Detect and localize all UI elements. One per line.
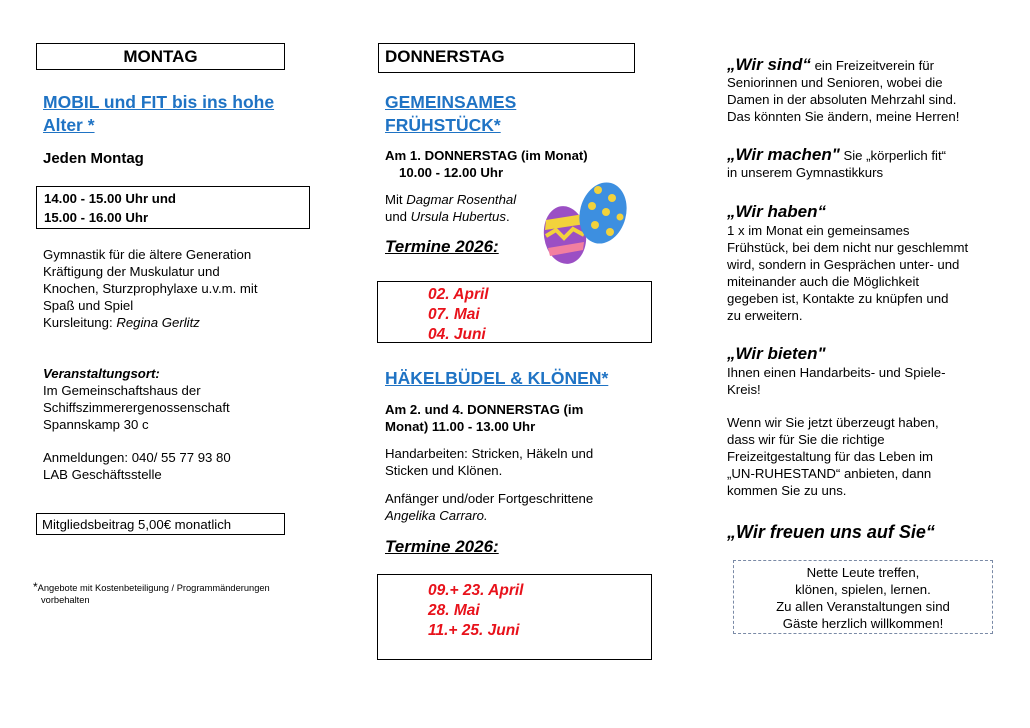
wir-haben-line-6: zu erweitern.: [727, 308, 803, 323]
kursleitung-name: Regina Gerlitz: [116, 315, 200, 330]
wir-sind-first-text: ein Freizeitverein für: [810, 58, 935, 73]
fruehstueck-title[interactable]: [385, 91, 585, 137]
montag-times-box: [36, 186, 310, 229]
convinced-line-3: Freizeitgestaltung für das Leben im: [727, 449, 933, 464]
host-2: Ursula Hubertus: [410, 209, 506, 224]
wir-haben-heading: „Wir haben“: [727, 202, 827, 221]
haekelbuedel-desc-line-1: Handarbeiten: Stricken, Häkeln und: [385, 446, 594, 461]
termine-heading-1: Termine 2026:: [385, 237, 499, 256]
date-2-2: 28. Mai: [428, 602, 480, 619]
venue-label: Veranstaltungsort:: [43, 366, 160, 381]
wir-haben-block: [727, 202, 1017, 324]
footnote-line-1: Angebote mit Kostenbeteiligung / Programmänderungen: [37, 583, 270, 593]
donnerstag-header-box: [378, 43, 635, 73]
haekelbuedel-description: [385, 445, 645, 479]
easter-eggs-illustration: [540, 180, 632, 270]
date-2-3: 11.+ 25. Juni: [428, 622, 520, 639]
convinced-block: [727, 414, 1007, 499]
date-2-1: 09.+ 23. April: [428, 582, 524, 599]
montag-header: MONTAG: [123, 47, 198, 66]
welcome-box: [733, 560, 993, 634]
date-1-3: 04. Juni: [428, 326, 486, 343]
fruehstueck-hosts: [385, 191, 555, 225]
fruehstueck-when: [385, 147, 625, 181]
closing-heading: „Wir freuen uns auf Sie“: [727, 522, 935, 542]
wir-machen-first-line: [727, 146, 1007, 164]
haekelbuedel-when-line-2: Monat) 11.00 - 13.00 Uhr: [385, 419, 536, 434]
convinced-line-2: dass wir für Sie die richtige: [727, 432, 885, 447]
mobil-fit-title-line-2[interactable]: Alter *: [43, 115, 95, 135]
welcome-line-3: Zu allen Veranstaltungen sind: [776, 599, 950, 614]
date-1-2: 07. Mai: [428, 306, 480, 323]
jeden-montag: Jeden Montag: [43, 150, 144, 167]
montag-time-1: 14.00 - 15.00 Uhr und: [44, 191, 176, 206]
footnote-line-2: vorbehalten: [41, 595, 90, 605]
haekelbuedel-host: Angelika Carraro.: [385, 508, 488, 523]
venue-line-1: Im Gemeinschaftshaus der: [43, 383, 201, 398]
fruehstueck-when-line-2: 10.00 - 12.00 Uhr: [399, 165, 504, 180]
wir-sind-heading: „Wir sind“: [727, 55, 811, 74]
dates-box-2: [377, 574, 652, 660]
convinced-line-4: „UN-RUHESTAND“ anbieten, dann: [727, 466, 932, 481]
fruehstueck-when-line-1: Am 1. DONNERSTAG (im Monat): [385, 148, 588, 163]
welcome-line-4: Gäste herzlich willkommen!: [782, 616, 944, 631]
fee-box: [36, 513, 285, 535]
venue-line-3: Spannskamp 30 c: [43, 417, 149, 432]
date-1-1: 02. April: [428, 286, 489, 303]
wir-bieten-line-2: Kreis!: [727, 382, 761, 397]
registration-office: LAB Geschäftsstelle: [43, 467, 162, 482]
wir-bieten-heading: „Wir bieten": [727, 344, 826, 363]
registration-phone[interactable]: Anmeldungen: 040/ 55 77 93 80: [43, 450, 231, 465]
montag-description: [43, 246, 323, 331]
fruehstueck-title-line-2[interactable]: FRÜHSTÜCK*: [385, 115, 501, 135]
wir-haben-line-4: miteinander auch die Möglichkeit: [727, 274, 920, 289]
footnote-star: *: [33, 580, 38, 594]
wir-sind-block: [727, 56, 1007, 125]
wir-machen-first-text: Sie „körperlich fit“: [839, 148, 947, 163]
description-line-3: Knochen, Sturzprophylaxe u.v.m. mit: [43, 281, 258, 296]
haekelbuedel-level: [385, 490, 645, 524]
montag-time-2: 15.00 - 16.00 Uhr: [44, 210, 149, 225]
wir-haben-line-1: 1 x im Monat ein gemeinsames: [727, 223, 910, 238]
venue-block: [43, 365, 323, 433]
venue-line-2: Schiffszimmerergenossenschaft: [43, 400, 230, 415]
fruehstueck-title-line-1[interactable]: GEMEINSAMES: [385, 92, 517, 112]
fee-text: Mitgliedsbeitrag 5,00€ monatlich: [42, 517, 232, 532]
welcome-line-1: Nette Leute treffen,: [806, 565, 920, 580]
donnerstag-header: DONNERSTAG: [385, 47, 505, 66]
wir-haben-line-5: gegeben ist, Kontakte zu knüpfen und: [727, 291, 949, 306]
mobil-fit-title[interactable]: [43, 91, 343, 137]
description-line-2: Kräftigung der Muskulatur und: [43, 264, 220, 279]
hosts-line-1: [385, 191, 555, 208]
description-line-4: Spaß und Spiel: [43, 298, 134, 313]
wir-bieten-block: [727, 344, 1007, 398]
haekelbuedel-when-line-1: Am 2. und 4. DONNERSTAG (im: [385, 402, 584, 417]
wir-haben-line-3: wird, sondern in Gesprächen unter- und: [727, 257, 960, 272]
convinced-line-1: Wenn wir Sie jetzt überzeugt haben,: [727, 415, 939, 430]
mobil-fit-title-line-1[interactable]: MOBIL und FIT bis ins hohe: [43, 92, 275, 112]
and-label: und: [385, 209, 411, 224]
wir-machen-block: [727, 146, 1007, 181]
wir-sind-first-line: [727, 56, 1007, 74]
montag-header-box: [36, 43, 285, 70]
registration-block: [43, 449, 323, 483]
termine-heading-2: Termine 2026:: [385, 537, 499, 556]
haekelbuedel-level-line: Anfänger und/oder Fortgeschrittene: [385, 491, 594, 506]
wir-sind-line-1: Seniorinnen und Senioren, wobei die: [727, 75, 943, 90]
with-label: Mit: [385, 192, 407, 207]
welcome-line-2: klönen, spielen, lernen.: [795, 582, 931, 597]
kursleitung: [43, 314, 323, 331]
footnote: [33, 581, 313, 606]
haekelbuedel-when: [385, 401, 645, 435]
wir-sind-line-3: Das könnten Sie ändern, meine Herren!: [727, 109, 960, 124]
hosts-period: .: [505, 209, 510, 224]
convinced-line-5: kommen Sie zu uns.: [727, 483, 847, 498]
wir-machen-heading: „Wir machen": [727, 145, 840, 164]
wir-sind-line-2: Damen in der absoluten Mehrzahl sind.: [727, 92, 957, 107]
description-line-1: Gymnastik für die ältere Generation: [43, 247, 252, 262]
dates-box-1: [377, 281, 652, 343]
hosts-line-2: [385, 208, 555, 225]
wir-haben-line-2: Frühstück, bei dem nicht nur geschlemmt: [727, 240, 969, 255]
haekelbuedel-title[interactable]: HÄKELBÜDEL & KLÖNEN*: [385, 368, 609, 388]
haekelbuedel-desc-line-2: Sticken und Klönen.: [385, 463, 503, 478]
wir-bieten-line-1: Ihnen einen Handarbeits- und Spiele-: [727, 365, 946, 380]
kursleitung-label: Kursleitung:: [43, 315, 117, 330]
wir-machen-line-1: in unserem Gymnastikkurs: [727, 165, 884, 180]
host-1: Dagmar Rosenthal: [406, 192, 517, 207]
